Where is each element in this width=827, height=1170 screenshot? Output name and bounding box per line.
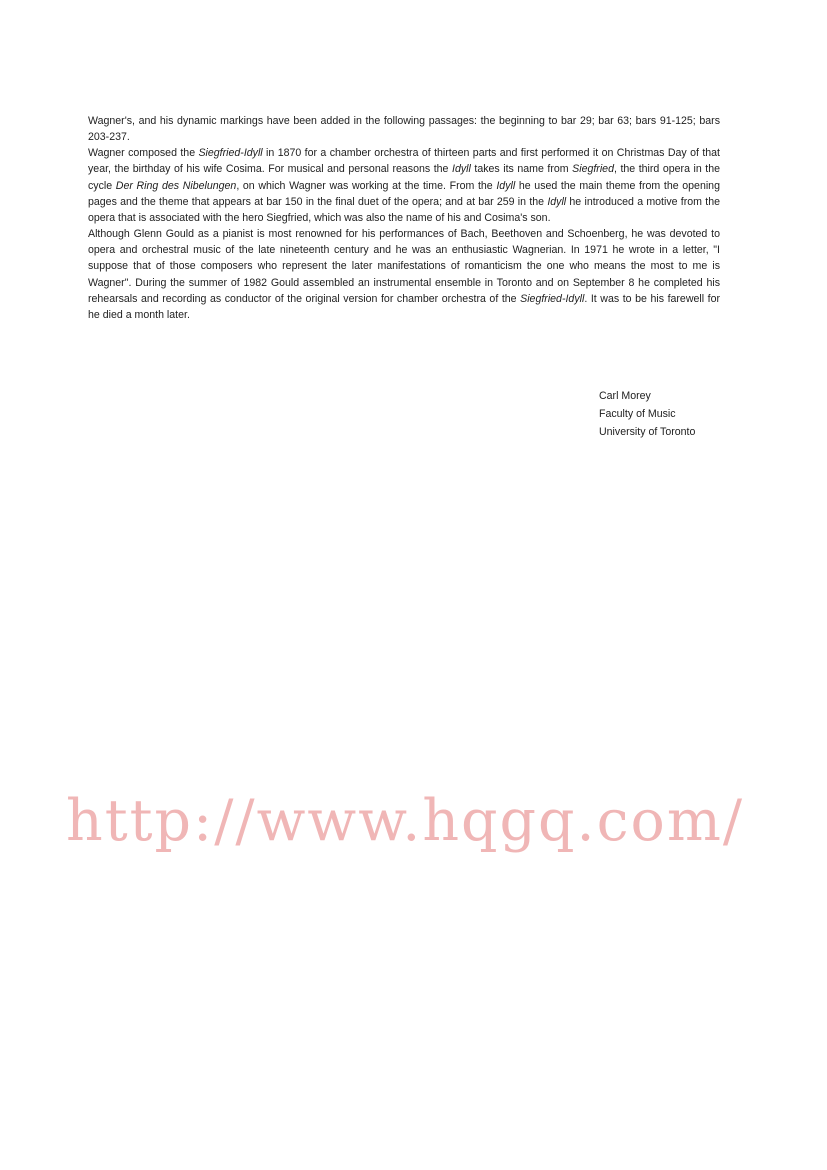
work-title: Idyll xyxy=(496,179,516,192)
text-segment: he used the main theme from the opening pages and the theme that appears at bar 150 in the final duet of the opera; and at bar 259 in the xyxy=(88,179,720,208)
author-signature xyxy=(599,387,695,441)
work-title: Idyll xyxy=(547,195,567,208)
text-segment: , on which Wagner was working at the time. From the xyxy=(236,179,497,192)
watermark-url: http://www.hqgq.com/ xyxy=(66,788,745,854)
work-title: Der Ring des Nibelungen xyxy=(115,179,237,192)
text-segment: takes its name from xyxy=(470,163,573,176)
text-segment: Although Glenn Gould as a pianist is most renowned for his performances of Bach, Beethoven and Schoenberg, he was devoted to opera and orchestral music of the late nineteenth century and he was an enthusiastic Wagnerian. In 1971 he wrote in a letter, "I suppose that of those composers who represent the later manifestations of romanticism the one who means the most to me is Wagner". During the summer of 1982 Gould assembled an instrumental ensemble in Toronto and on September 8 he completed his rehearsals and recording as conductor of the original version for chamber orchestra of the xyxy=(88,228,720,305)
author-institution: University of Toronto xyxy=(599,426,696,438)
text-segment: Wagner composed the xyxy=(88,147,199,160)
paragraph-1-text: Wagner's, and his dynamic markings have been added in the following passages: the beginning to bar 29; bar 63; bars 91-125; bars 203-237. xyxy=(88,115,720,144)
author-department: Faculty of Music xyxy=(599,408,676,420)
author-name: Carl Morey xyxy=(599,390,651,402)
text-segment: in 1870 for a chamber orchestra of thirteen parts and first performed it on Christmas Day of that year, the birthday of his wife Cosima. For musical and personal reasons the xyxy=(88,147,720,176)
paragraph-1 xyxy=(88,113,720,145)
work-title: Siegfried-Idyll xyxy=(520,292,585,305)
work-title: Idyll xyxy=(452,163,471,176)
work-title: Siegfried xyxy=(572,163,614,176)
paragraph-2 xyxy=(88,145,720,226)
work-title: Siegfried-Idyll xyxy=(198,147,263,160)
body-text xyxy=(88,113,720,323)
text-segment: . It was to be his farewell for he died a month later. xyxy=(88,292,720,321)
text-segment: he introduced a motive from the opera that is associated with the hero Siegfried, which was also the name of his and Cosima's son. xyxy=(88,195,720,224)
paragraph-3 xyxy=(88,226,720,323)
text-segment: , the third opera in the cycle xyxy=(88,163,721,192)
